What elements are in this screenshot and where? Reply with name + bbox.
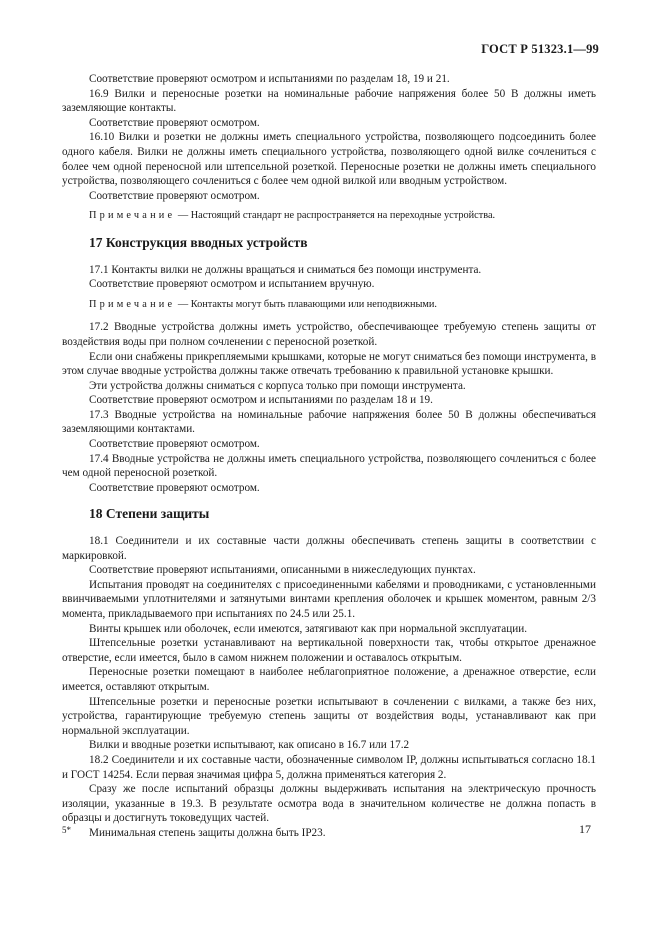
paragraph: 16.10 Вилки и розетки не должны иметь специального устройства, позволяющего подсоединить более одного кабеля. Вилки не должны иметь специального устройства, позволяющего одной вилке сочлениться с более чем одной переносной или штепсельной розеткой. Переносные розетки не должны иметь специального устройства, позволяющего сочлениться с более чем одной вилкой или вводным устройством.	[62, 131, 596, 188]
document-body	[62, 72, 596, 841]
paragraph: Соответствие проверяют осмотром.	[89, 116, 260, 129]
section-heading: 17 Конструкция вводных устройств	[89, 234, 308, 250]
paragraph: Соответствие проверяют осмотром.	[89, 189, 260, 202]
section-heading: 18 Степени защиты	[89, 506, 210, 522]
document-code: ГОСТ Р 51323.1—99	[481, 42, 599, 56]
footer-mark: 5*	[62, 825, 71, 835]
paragraph: 17.3 Вводные устройства на номинальные рабочие напряжения более 50 В должны обеспечиваться заземляющими контактами.	[62, 408, 596, 436]
paragraph: Соответствие проверяют осмотром и испытаниями по разделам 18 и 19.	[89, 394, 433, 407]
note	[62, 209, 596, 224]
paragraph: Штепсельные розетки и переносные розетки испытывают в сочленении с вилками, а также без них, устройства, гарантирующие требуемую степень защиты от воздействия воды, устанавливают как при нормальной эксплуатации.	[62, 695, 596, 737]
paragraph: Соответствие проверяют испытаниями, описанными в нижеследующих пунктах.	[89, 564, 476, 577]
note-text: — Настоящий стандарт не распространяется на переходные устройства.	[175, 210, 496, 222]
paragraph: Минимальная степень защиты должна быть IP23.	[89, 826, 326, 839]
paragraph: Штепсельные розетки устанавливают на вертикальной поверхности так, чтобы открытое дренажное отверстие, если имеется, было в самом нижнем положении и оставалось открытым.	[62, 637, 596, 664]
paragraph: 17.2 Вводные устройства должны иметь устройство, обеспечивающее требуемую степень защиты от воздействия воды при полном сочленении с переносной розеткой.	[62, 321, 596, 348]
note-label: Примечание	[89, 210, 176, 222]
paragraph: Сразу же после испытаний образцы должны выдерживать испытания на электрическую прочность изоляции, указанные в 19.3. В результате осмотра вода в значительном количестве не должна попасть в образцы и достигнуть токоведущих частей.	[62, 783, 596, 825]
paragraph: 17.1 Контакты вилки не должны вращаться и сниматься без помощи инструмента.	[89, 263, 482, 276]
paragraph: Винты крышек или оболочек, если имеются, затягивают как при нормальной эксплуатации.	[89, 622, 528, 635]
paragraph: Испытания проводят на соединителях с присоединенными кабелями и проводниками, с установленными ввинчиваемыми уплотнителями и затянутыми винтами крепления оболочек и крышек моментом, равным 2/3 момента, прикладываемого при испытаниях по 24.5 или 25.1.	[62, 578, 596, 620]
paragraph: Соответствие проверяют осмотром.	[89, 438, 260, 451]
paragraph: Переносные розетки помещают в наиболее неблагоприятное положение, а дренажное отверстие, если имеется, оставляют открытым.	[62, 666, 596, 693]
paragraph: Вилки и вводные розетки испытывают, как описано в 16.7 или 17.2	[89, 739, 410, 752]
note	[62, 298, 596, 313]
paragraph: Соответствие проверяют осмотром и испытаниями по разделам 18, 19 и 21.	[89, 73, 450, 85]
paragraph: 17.4 Вводные устройства не должны иметь специального устройства, позволяющего сочлениться с более чем одной переносной розеткой.	[62, 452, 596, 480]
paragraph: Соответствие проверяют осмотром и испытанием вручную.	[89, 278, 375, 291]
paragraph: Если они снабжены прикрепляемыми крышками, которые не могут сниматься без помощи инструмента, в этом случае вводные устройства должны также отвечать требованию к правильной установке крышки.	[62, 350, 596, 378]
page-number: 17	[579, 822, 591, 836]
note-text: — Контакты могут быть плавающими или неподвижными.	[175, 298, 437, 310]
paragraph: 18.2 Соединители и их составные части, обозначенные символом IP, должны испытываться согласно 18.1 и ГОСТ 14254. Если первая значимая цифра 5, должна применяться категория 2.	[62, 753, 596, 781]
note-label: Примечание	[89, 298, 176, 310]
paragraph: 16.9 Вилки и переносные розетки на номинальные рабочие напряжения более 50 В должны иметь заземляющие контакты.	[62, 87, 596, 115]
paragraph: 18.1 Соединители и их составные части должны обеспечивать степень защиты в соответствии с маркировкой.	[62, 535, 596, 562]
paragraph: Эти устройства должны сниматься с корпуса только при помощи инструмента.	[89, 379, 466, 392]
paragraph: Соответствие проверяют осмотром.	[89, 481, 260, 494]
